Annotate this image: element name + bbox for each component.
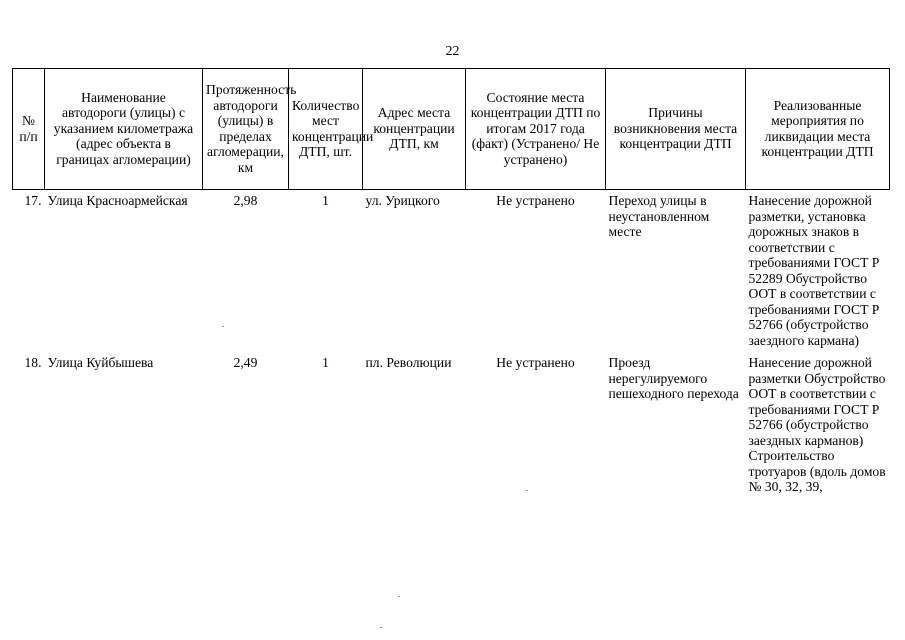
row-index: 18. [24, 355, 42, 370]
header-cause: Причины возникновения места концентрации ДТП [606, 69, 746, 190]
row-measures: Нанесение дорожной разметки Обустройство ООТ в соответствии с требованиями ГОСТ Р 52766 (обустройство заездных карманов) Строительство тротуаров (вдоль домов № 30, 32, 39, [748, 355, 886, 494]
table-row [13, 352, 890, 499]
table-header [13, 69, 890, 190]
row-road: Улица Куйбышева [47, 355, 154, 370]
row-address: ул. Урицкого [365, 193, 440, 208]
row-measures: Нанесение дорожной разметки, установка дорожных знаков в соответствии с требованиями ГОСТ Р 52289 Обустройство ООТ в соответствии с требованиями ГОСТ Р 52766 (обустройство заездного кармана) [748, 193, 880, 348]
row-length: 2,98 [233, 193, 258, 208]
row-count: 1 [322, 355, 329, 370]
row-count: 1 [322, 193, 329, 208]
row-length: 2,49 [233, 355, 258, 370]
scan-speck [380, 627, 382, 628]
scan-speck [222, 326, 224, 327]
header-road: Наименование автодороги (улицы) с указанием километража (адрес объекта в границах агломерации) [45, 69, 203, 190]
row-cause: Переход улицы в неустановленном месте [608, 193, 710, 239]
header-measures: Реализованные мероприятия по ликвидации места концентрации ДТП [746, 69, 890, 190]
header-index: № п/п [13, 69, 45, 190]
row-address: пл. Революции [365, 355, 452, 370]
header-state: Состояние места концентрации ДТП по итогам 2017 года (факт) (Устранено/ Не устранено) [466, 69, 606, 190]
scan-speck [398, 596, 400, 597]
table-body [13, 190, 890, 499]
page-number: 22 [445, 44, 460, 59]
header-row [13, 69, 890, 190]
row-road: Улица Красноармейская [47, 193, 188, 208]
row-state: Не устранено [496, 355, 575, 370]
header-length: Протяженность автодороги (улицы) в пределах агломерации, км [203, 69, 289, 190]
row-cause: Проезд нерегулируемого пешеходного перехода [608, 355, 739, 401]
accident-hotspots-table [12, 68, 890, 499]
header-count: Количество мест концентрации ДТП, шт. [289, 69, 363, 190]
row-index: 17. [24, 193, 42, 208]
row-state: Не устранено [496, 193, 575, 208]
table-row [13, 190, 890, 353]
header-address: Адрес места концентрации ДТП, км [363, 69, 466, 190]
scan-speck [526, 490, 528, 491]
